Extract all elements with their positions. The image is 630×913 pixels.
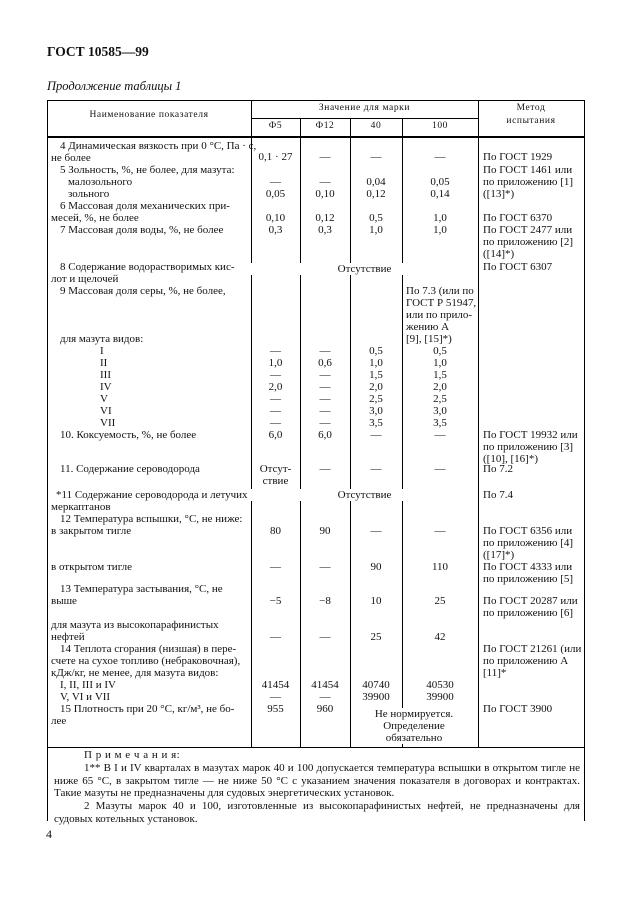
grade-header: Ф12 bbox=[315, 121, 335, 131]
header-bottom-rule bbox=[47, 136, 584, 138]
value-cell: 39900 bbox=[426, 691, 454, 703]
value-cell: — bbox=[370, 525, 382, 537]
indicator-name: III bbox=[100, 369, 111, 381]
value-cell: 40740 bbox=[362, 679, 390, 691]
method-cell: По ГОСТ 6370 bbox=[483, 212, 553, 224]
value-cell: 1,0 bbox=[369, 224, 383, 236]
value-cell: 0,5 bbox=[369, 212, 383, 224]
indicator-name: V bbox=[100, 393, 108, 405]
value-cell: ствие bbox=[262, 475, 289, 487]
indicator-name: лот и щелочей bbox=[51, 273, 119, 285]
value-cell: — bbox=[434, 151, 446, 163]
value-cell: 2,0 bbox=[433, 381, 447, 393]
value-cell: 1,0 bbox=[268, 357, 283, 369]
value-span-cell: Определение bbox=[351, 720, 477, 732]
value-cell: — bbox=[319, 691, 331, 703]
indicator-name: 9 Массовая доля серы, %, не более, bbox=[60, 285, 226, 297]
value-cell: 0,10 bbox=[315, 188, 335, 200]
value-span-cell: обязательно bbox=[351, 732, 477, 744]
value-cell: 0,12 bbox=[315, 212, 335, 224]
value-cell: 0,3 bbox=[318, 224, 332, 236]
table-bottom-rule bbox=[47, 747, 584, 748]
indicator-name: I bbox=[100, 345, 104, 357]
method-cell: ([10], [16]*) bbox=[483, 453, 538, 465]
value-cell: 0,6 bbox=[318, 357, 332, 369]
method-cell: ([14]*) bbox=[483, 248, 515, 260]
value-cell: — bbox=[434, 463, 446, 475]
value-cell: — bbox=[319, 463, 331, 475]
value-cell: 1,5 bbox=[433, 369, 447, 381]
value-cell: — bbox=[370, 429, 382, 441]
value-cell: 0,05 bbox=[265, 188, 286, 200]
value-cell: 1,0 bbox=[433, 212, 447, 224]
value-span-cell: Отсутствие bbox=[251, 263, 478, 275]
value-cell: 3,0 bbox=[369, 405, 383, 417]
indicator-name: зольного bbox=[68, 188, 110, 200]
value-cell: 3,0 bbox=[433, 405, 447, 417]
col-divider bbox=[478, 100, 479, 747]
method-cell: [9], [15]*) bbox=[406, 333, 452, 345]
header-rule bbox=[251, 118, 478, 119]
value-cell: 1,0 bbox=[433, 224, 447, 236]
indicator-name: 10. Коксуемость, %, не более bbox=[60, 429, 197, 441]
method-cell: по приложению [1] bbox=[483, 176, 574, 188]
grade-header: Ф5 bbox=[268, 121, 283, 131]
method-cell: ГОСТ Р 51947, bbox=[406, 297, 477, 309]
value-cell: 3,5 bbox=[433, 417, 447, 429]
indicator-name: кДж/кг, не менее, для мазута видов: bbox=[51, 667, 219, 679]
indicator-name: 6 Массовая доля механических при- bbox=[60, 200, 230, 212]
notes-heading: П р и м е ч а н и я: bbox=[84, 749, 181, 761]
indicator-name: VII bbox=[100, 417, 116, 429]
value-cell: — bbox=[270, 691, 281, 703]
value-cell: 39900 bbox=[362, 691, 390, 703]
value-cell: 40530 bbox=[426, 679, 454, 691]
value-cell: — bbox=[270, 369, 281, 381]
grade-header: 100 bbox=[431, 121, 449, 131]
value-cell: 0,5 bbox=[369, 345, 383, 357]
value-cell: — bbox=[319, 561, 331, 573]
indicator-name: 5 Зольность, %, не более, для мазута: bbox=[60, 164, 235, 176]
value-cell: 0,1 · 27 bbox=[258, 151, 293, 163]
value-cell: 42 bbox=[434, 631, 446, 643]
col-header-indicator: Наименование показателя bbox=[89, 110, 209, 120]
value-cell: 960 bbox=[316, 703, 334, 715]
indicator-name: IV bbox=[100, 381, 112, 393]
value-cell: — bbox=[270, 393, 281, 405]
indicator-name: 13 Температура застывания, °С, не bbox=[60, 583, 223, 595]
table-continuation-caption: Продолжение таблицы 1 bbox=[47, 79, 182, 93]
value-cell: — bbox=[319, 405, 331, 417]
indicator-name: *11 Содержание сероводорода и летучих bbox=[56, 489, 248, 501]
indicator-name: в закрытом тигле bbox=[51, 525, 132, 537]
value-cell: 955 bbox=[267, 703, 284, 715]
value-cell: 6,0 bbox=[318, 429, 332, 441]
method-cell: по приложению [2] bbox=[483, 236, 574, 248]
method-cell: По 7.4 bbox=[483, 489, 513, 501]
value-cell: — bbox=[319, 151, 331, 163]
method-cell: или по прило- bbox=[406, 309, 473, 321]
indicator-name: 15 Плотность при 20 °С, кг/м³, не бо- bbox=[60, 703, 235, 715]
method-cell: По 7.3 (или по bbox=[406, 285, 474, 297]
note-1: 1** В I и IV кварталах в мазутах марок 40 и 100 допускается температура вспышки в открытом тигле не ниже 65 °С, в закрытом тигле — не ниже 50 °С с указанием значения показателя в договорах и контрактах. Такие мазуты не предназначены для судовых энергетических установок. bbox=[54, 762, 580, 800]
value-cell: 2,0 bbox=[268, 381, 283, 393]
method-cell: по приложению [4] bbox=[483, 537, 574, 549]
value-span-cell: Отсутствие bbox=[251, 489, 478, 501]
value-cell: 25 bbox=[434, 595, 446, 607]
value-cell: 90 bbox=[319, 525, 331, 537]
method-cell: По 7.2 bbox=[483, 463, 513, 475]
indicator-name: меркаптанов bbox=[51, 501, 111, 513]
value-cell: 1,0 bbox=[433, 357, 447, 369]
value-cell: — bbox=[319, 176, 331, 188]
method-cell: По ГОСТ 21261 (или bbox=[483, 643, 582, 655]
indicator-name: месей, %, не более bbox=[51, 212, 139, 224]
value-cell: 10 bbox=[370, 595, 382, 607]
value-cell: — bbox=[319, 345, 331, 357]
value-cell: 0,14 bbox=[430, 188, 450, 200]
value-cell: — bbox=[270, 631, 281, 643]
indicator-name: для мазута видов: bbox=[60, 333, 144, 345]
indicator-name: счете на сухое топливо (небраковочная), bbox=[51, 655, 241, 667]
value-cell: 1,0 bbox=[369, 357, 383, 369]
value-cell: 1,5 bbox=[369, 369, 383, 381]
value-cell: 25 bbox=[370, 631, 382, 643]
indicator-name: не более bbox=[51, 152, 91, 164]
indicator-name: I, II, III и IV bbox=[60, 679, 116, 691]
col-header-method: Метод bbox=[516, 103, 546, 113]
value-cell: 90 bbox=[370, 561, 382, 573]
value-cell: 6,0 bbox=[268, 429, 283, 441]
value-cell: — bbox=[370, 463, 382, 475]
method-cell: По ГОСТ 4333 или bbox=[483, 561, 573, 573]
method-cell: по приложению А bbox=[483, 655, 569, 667]
method-cell: По ГОСТ 19932 или bbox=[483, 429, 578, 441]
method-cell: По ГОСТ 1461 или bbox=[483, 164, 573, 176]
value-cell: — bbox=[319, 381, 331, 393]
indicator-name: V, VI и VII bbox=[60, 691, 111, 703]
value-cell: — bbox=[319, 417, 331, 429]
value-cell: 0,3 bbox=[268, 224, 283, 236]
value-cell: 0,5 bbox=[433, 345, 447, 357]
indicator-name: 12 Температура вспышки, °С, не ниже: bbox=[60, 513, 243, 525]
indicator-name: лее bbox=[51, 715, 67, 727]
indicator-name: для мазута из высокопарафинистых bbox=[51, 619, 219, 631]
value-cell: 41454 bbox=[311, 679, 339, 691]
indicator-name: 7 Массовая доля воды, %, не более bbox=[60, 224, 224, 236]
col-header-value-group: Значение для марки bbox=[318, 103, 411, 113]
method-cell: ([17]*) bbox=[483, 549, 515, 561]
value-cell: 2,5 bbox=[369, 393, 383, 405]
value-cell: 0,12 bbox=[366, 188, 386, 200]
method-cell: ([13]*) bbox=[483, 188, 515, 200]
value-cell: — bbox=[319, 369, 331, 381]
value-cell: −8 bbox=[319, 595, 331, 607]
indicator-name: 11. Содержание сероводорода bbox=[60, 463, 200, 475]
document-title: ГОСТ 10585—99 bbox=[47, 44, 149, 59]
method-cell: по приложению [5] bbox=[483, 573, 574, 585]
indicator-name: 4 Динамическая вязкость при 0 °С, Па · с, bbox=[60, 140, 257, 152]
method-cell: по приложению [3] bbox=[483, 441, 574, 453]
method-cell: По ГОСТ 6356 или bbox=[483, 525, 573, 537]
page-number: 4 bbox=[46, 827, 52, 841]
method-cell: По ГОСТ 3900 bbox=[483, 703, 553, 715]
method-cell: жению А bbox=[406, 321, 450, 333]
value-cell: −5 bbox=[269, 595, 282, 607]
indicator-name: 8 Содержание водорастворимых кис- bbox=[60, 261, 235, 273]
value-cell: — bbox=[434, 525, 446, 537]
method-cell: по приложению [6] bbox=[483, 607, 574, 619]
value-cell: 0,04 bbox=[366, 176, 386, 188]
indicator-name: малозольного bbox=[68, 176, 133, 188]
indicator-name: выше bbox=[51, 595, 77, 607]
col-header-method: испытания bbox=[506, 116, 556, 126]
value-cell: 2,0 bbox=[369, 381, 383, 393]
value-cell: 3,5 bbox=[369, 417, 383, 429]
indicator-name: II bbox=[100, 357, 108, 369]
value-cell: 41454 bbox=[261, 679, 290, 691]
note-2: 2 Мазуты марок 40 и 100, изготовленные из высокопарафинистых нефтей, не предназначены для судовых котельных установок. bbox=[54, 800, 580, 825]
value-cell: 110 bbox=[431, 561, 449, 573]
grade-header: 40 bbox=[370, 121, 382, 131]
value-cell: — bbox=[270, 405, 281, 417]
method-cell: По ГОСТ 6307 bbox=[483, 261, 553, 273]
indicator-name: VI bbox=[100, 405, 112, 417]
method-cell: По ГОСТ 1929 bbox=[483, 151, 553, 163]
indicator-name: нефтей bbox=[51, 631, 85, 643]
value-cell: Отсут- bbox=[259, 463, 292, 475]
value-span-cell: Не нормируется. bbox=[351, 708, 477, 720]
value-cell: — bbox=[270, 417, 281, 429]
value-cell: — bbox=[270, 345, 281, 357]
method-cell: По ГОСТ 2477 или bbox=[483, 224, 573, 236]
value-cell: — bbox=[319, 631, 331, 643]
value-cell: — bbox=[270, 561, 281, 573]
value-cell: — bbox=[270, 176, 281, 188]
indicator-name: 14 Теплота сгорания (низшая) в пере- bbox=[60, 643, 237, 655]
indicator-name: в открытом тигле bbox=[51, 561, 133, 573]
value-cell: 80 bbox=[270, 525, 281, 537]
value-cell: 0,10 bbox=[265, 212, 286, 224]
method-cell: По ГОСТ 20287 или bbox=[483, 595, 578, 607]
value-cell: — bbox=[434, 429, 446, 441]
value-cell: — bbox=[319, 393, 331, 405]
value-cell: 2,5 bbox=[433, 393, 447, 405]
value-cell: — bbox=[370, 151, 382, 163]
method-cell: [11]* bbox=[483, 667, 507, 679]
value-cell: 0,05 bbox=[430, 176, 450, 188]
